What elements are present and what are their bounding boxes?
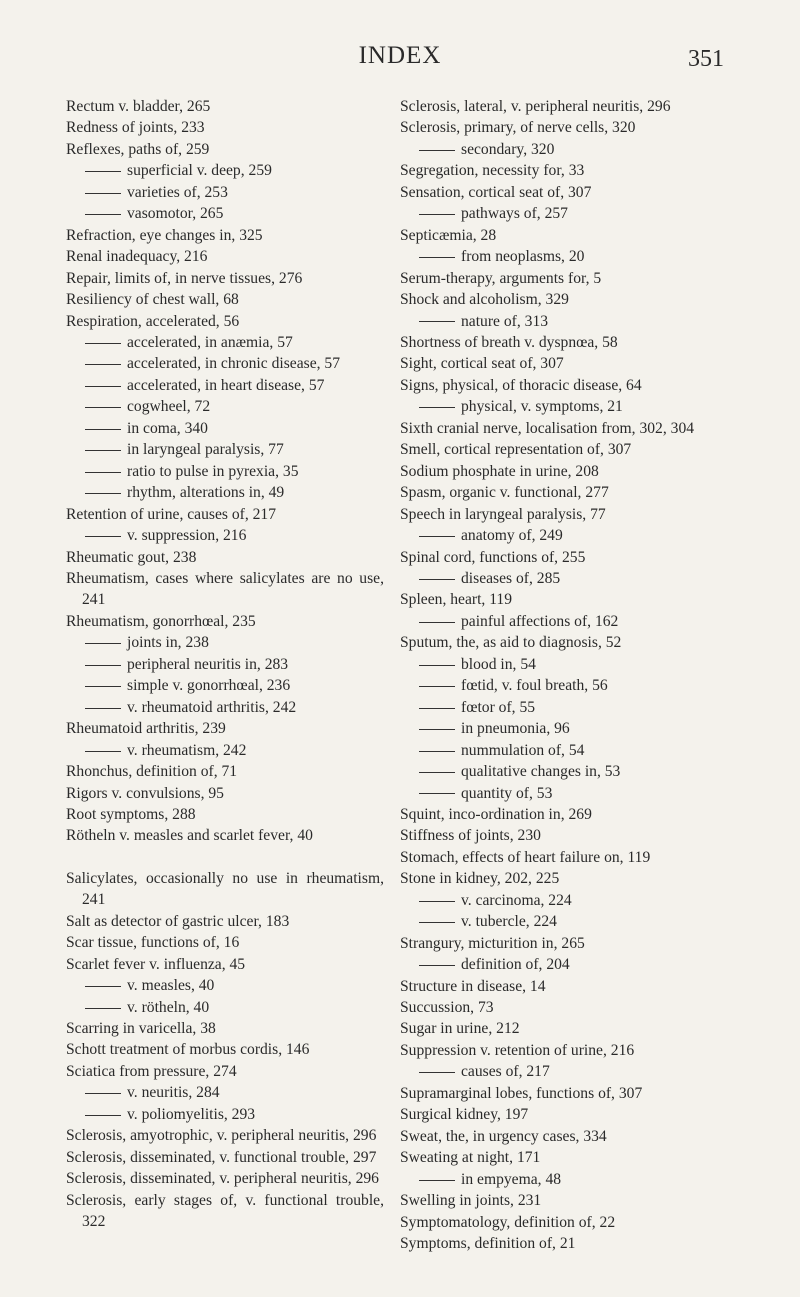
index-entry: Redness of joints, 233 bbox=[66, 119, 205, 137]
index-entry: Root symptoms, 288 bbox=[66, 805, 196, 823]
index-subentry bbox=[66, 160, 384, 181]
index-subentry bbox=[400, 740, 730, 761]
index-entry: Scarring in varicella, 38 bbox=[66, 1020, 216, 1038]
index-subentry-text: superficial v. deep, 259 bbox=[127, 162, 272, 180]
index-subentry bbox=[66, 203, 384, 224]
ditto-dash bbox=[419, 793, 455, 794]
index-entry: Salicylates, occasionally no use in rheumatism, 241 bbox=[66, 869, 384, 909]
index-entry: Rheumatic gout, 238 bbox=[66, 548, 197, 566]
index-subentry-text: rhythm, alterations in, 49 bbox=[127, 484, 285, 502]
ditto-dash bbox=[419, 729, 455, 730]
index-entry: Segregation, necessity for, 33 bbox=[400, 162, 585, 180]
ditto-dash bbox=[85, 665, 121, 666]
index-entry: Sweat, the, in urgency cases, 334 bbox=[400, 1127, 607, 1145]
index-subentry-text: v. rheumatoid arthritis, 242 bbox=[127, 698, 297, 716]
index-entry: Resiliency of chest wall, 68 bbox=[66, 291, 239, 309]
index-subentry-text: accelerated, in chronic disease, 57 bbox=[127, 355, 341, 373]
index-subentry bbox=[400, 654, 730, 675]
index-entry: Reflexes, paths of, 259 bbox=[66, 140, 210, 158]
index-entry: Strangury, micturition in, 265 bbox=[400, 934, 585, 952]
index-subentry bbox=[400, 139, 730, 160]
ditto-dash bbox=[419, 665, 455, 666]
index-subentry bbox=[66, 375, 384, 396]
index-subentry bbox=[66, 353, 384, 374]
index-entry: Sight, cortical seat of, 307 bbox=[400, 355, 564, 373]
index-subentry bbox=[66, 332, 384, 353]
index-entry: Spasm, organic v. functional, 277 bbox=[400, 484, 609, 502]
ditto-dash bbox=[85, 643, 121, 644]
index-subentry bbox=[400, 761, 730, 782]
index-subentry-text: v. tubercle, 224 bbox=[461, 913, 557, 931]
index-subentry bbox=[400, 675, 730, 696]
index-subentry bbox=[66, 697, 384, 718]
index-entry: Shock and alcoholism, 329 bbox=[400, 291, 569, 309]
index-column-left bbox=[66, 96, 384, 1233]
index-subentry-text: peripheral neuritis in, 283 bbox=[127, 655, 289, 673]
index-entry: Squint, inco-ordination in, 269 bbox=[400, 805, 592, 823]
section-gap bbox=[66, 847, 384, 868]
index-entry: Septicæmia, 28 bbox=[400, 226, 497, 244]
index-subentry-text: in empyema, 48 bbox=[461, 1170, 562, 1188]
ditto-dash bbox=[419, 536, 455, 537]
index-entry: Sugar in urine, 212 bbox=[400, 1020, 520, 1038]
ditto-dash bbox=[85, 1115, 121, 1116]
index-subentry bbox=[400, 311, 730, 332]
index-entry: Scarlet fever v. influenza, 45 bbox=[66, 955, 246, 973]
index-entry: Shortness of breath v. dyspnœa, 58 bbox=[400, 333, 618, 351]
index-subentry bbox=[66, 654, 384, 675]
index-entry: Spinal cord, functions of, 255 bbox=[400, 548, 586, 566]
index-subentry-text: nummulation of, 54 bbox=[461, 741, 585, 759]
index-subentry-text: v. poliomyelitis, 293 bbox=[127, 1105, 256, 1123]
ditto-dash bbox=[85, 472, 121, 473]
index-entry: Rhonchus, definition of, 71 bbox=[66, 763, 238, 781]
index-subentry bbox=[66, 740, 384, 761]
index-entry: Speech in laryngeal paralysis, 77 bbox=[400, 505, 606, 523]
index-entry: Stone in kidney, 202, 225 bbox=[400, 870, 560, 888]
index-subentry-text: varieties of, 253 bbox=[127, 183, 228, 201]
index-subentry-text: in coma, 340 bbox=[127, 419, 208, 437]
index-subentry bbox=[400, 718, 730, 739]
index-entry: Surgical kidney, 197 bbox=[400, 1106, 529, 1124]
ditto-dash bbox=[85, 193, 121, 194]
index-subentry-text: v. rötheln, 40 bbox=[127, 998, 210, 1016]
index-entry: Symptomatology, definition of, 22 bbox=[400, 1213, 616, 1231]
ditto-dash bbox=[85, 986, 121, 987]
index-entry: Sodium phosphate in urine, 208 bbox=[400, 462, 599, 480]
index-subentry-text: pathways of, 257 bbox=[461, 205, 568, 223]
ditto-dash bbox=[85, 364, 121, 365]
ditto-dash bbox=[85, 493, 121, 494]
index-entry: Sclerosis, disseminated, v. functional trouble, 297 bbox=[66, 1148, 377, 1166]
ditto-dash bbox=[419, 686, 455, 687]
ditto-dash bbox=[419, 579, 455, 580]
index-subentry bbox=[400, 1061, 730, 1082]
index-subentry-text: physical, v. symptoms, 21 bbox=[461, 398, 623, 416]
index-entry: Symptoms, definition of, 21 bbox=[400, 1235, 576, 1253]
ditto-dash bbox=[85, 686, 121, 687]
index-subentry-text: joints in, 238 bbox=[127, 634, 209, 652]
index-subentry-text: qualitative changes in, 53 bbox=[461, 763, 621, 781]
index-subentry-text: cogwheel, 72 bbox=[127, 398, 211, 416]
index-subentry-text: from neoplasms, 20 bbox=[461, 248, 585, 266]
ditto-dash bbox=[85, 751, 121, 752]
index-entry: Sclerosis, disseminated, v. peripheral neuritis, 296 bbox=[66, 1170, 379, 1188]
index-subentry-text: quantity of, 53 bbox=[461, 784, 553, 802]
index-entry: Stomach, effects of heart failure on, 119 bbox=[400, 848, 651, 866]
index-subentry bbox=[66, 632, 384, 653]
index-entry: Sensation, cortical seat of, 307 bbox=[400, 183, 592, 201]
index-subentry bbox=[400, 890, 730, 911]
index-entry: Succussion, 73 bbox=[400, 999, 494, 1017]
index-subentry bbox=[400, 246, 730, 267]
ditto-dash bbox=[419, 751, 455, 752]
index-subentry-text: ratio to pulse in pyrexia, 35 bbox=[127, 462, 299, 480]
index-entry: Retention of urine, causes of, 217 bbox=[66, 505, 277, 523]
index-entry: Rectum v. bladder, 265 bbox=[66, 98, 211, 115]
index-subentry bbox=[400, 783, 730, 804]
index-subentry-text: causes of, 217 bbox=[461, 1063, 550, 1081]
index-entry: Swelling in joints, 231 bbox=[400, 1192, 542, 1210]
index-subentry bbox=[400, 396, 730, 417]
index-entry: Repair, limits of, in nerve tissues, 276 bbox=[66, 269, 303, 287]
index-entry: Respiration, accelerated, 56 bbox=[66, 312, 240, 330]
index-subentry-text: v. carcinoma, 224 bbox=[461, 891, 572, 909]
ditto-dash bbox=[419, 708, 455, 709]
index-subentry bbox=[66, 975, 384, 996]
index-subentry bbox=[400, 525, 730, 546]
ditto-dash bbox=[85, 386, 121, 387]
index-subentry-text: v. neuritis, 284 bbox=[127, 1084, 220, 1102]
ditto-dash bbox=[419, 772, 455, 773]
ditto-dash bbox=[85, 343, 121, 344]
index-entry: Salt as detector of gastric ulcer, 183 bbox=[66, 912, 290, 930]
index-entry: Sclerosis, lateral, v. peripheral neuritis, 296 bbox=[400, 98, 671, 115]
index-entry: Sciatica from pressure, 274 bbox=[66, 1062, 237, 1080]
index-subentry-text: anatomy of, 249 bbox=[461, 527, 563, 545]
index-subentry bbox=[400, 911, 730, 932]
index-subentry-text: v. rheumatism, 242 bbox=[127, 741, 247, 759]
index-subentry-text: simple v. gonorrhœal, 236 bbox=[127, 677, 291, 695]
index-subentry-text: accelerated, in heart disease, 57 bbox=[127, 376, 325, 394]
index-entry: Rheumatoid arthritis, 239 bbox=[66, 720, 226, 738]
ditto-dash bbox=[85, 708, 121, 709]
page-title: INDEX bbox=[358, 42, 442, 69]
index-subentry bbox=[66, 997, 384, 1018]
ditto-dash bbox=[419, 1072, 455, 1073]
index-subentry bbox=[400, 611, 730, 632]
index-subentry bbox=[66, 675, 384, 696]
index-subentry bbox=[66, 418, 384, 439]
index-subentry-text: secondary, 320 bbox=[461, 140, 555, 158]
ditto-dash bbox=[419, 257, 455, 258]
ditto-dash bbox=[419, 965, 455, 966]
index-entry: Serum-therapy, arguments for, 5 bbox=[400, 269, 602, 287]
index-entry: Signs, physical, of thoracic disease, 64 bbox=[400, 376, 642, 394]
index-subentry-text: diseases of, 285 bbox=[461, 569, 561, 587]
ditto-dash bbox=[419, 321, 455, 322]
index-entry: Renal inadequacy, 216 bbox=[66, 248, 208, 266]
index-subentry bbox=[400, 697, 730, 718]
index-column-right bbox=[400, 96, 730, 1254]
index-subentry-text: vasomotor, 265 bbox=[127, 205, 224, 223]
index-entry: Sweating at night, 171 bbox=[400, 1149, 541, 1167]
index-subentry bbox=[66, 525, 384, 546]
ditto-dash bbox=[419, 150, 455, 151]
index-subentry-text: v. measles, 40 bbox=[127, 977, 215, 995]
index-entry: Sputum, the, as aid to diagnosis, 52 bbox=[400, 634, 622, 652]
index-subentry-text: in laryngeal paralysis, 77 bbox=[127, 441, 284, 459]
index-subentry bbox=[400, 954, 730, 975]
index-subentry bbox=[66, 461, 384, 482]
index-entry: Structure in disease, 14 bbox=[400, 977, 546, 995]
ditto-dash bbox=[419, 622, 455, 623]
index-entry: Sclerosis, amyotrophic, v. peripheral neuritis, 296 bbox=[66, 1127, 377, 1145]
ditto-dash bbox=[85, 1008, 121, 1009]
index-subentry-text: v. suppression, 216 bbox=[127, 527, 247, 545]
ditto-dash bbox=[85, 171, 121, 172]
ditto-dash bbox=[85, 407, 121, 408]
index-entry: Spleen, heart, 119 bbox=[400, 591, 513, 609]
index-entry: Rigors v. convulsions, 95 bbox=[66, 784, 224, 802]
ditto-dash bbox=[419, 214, 455, 215]
index-entry: Schott treatment of morbus cordis, 146 bbox=[66, 1041, 310, 1059]
ditto-dash bbox=[85, 429, 121, 430]
index-entry: Scar tissue, functions of, 16 bbox=[66, 934, 240, 952]
ditto-dash bbox=[419, 901, 455, 902]
index-subentry bbox=[400, 568, 730, 589]
index-entry: Rheumatism, gonorrhœal, 235 bbox=[66, 612, 256, 630]
index-subentry bbox=[400, 203, 730, 224]
index-subentry bbox=[66, 182, 384, 203]
index-entry: Suppression v. retention of urine, 216 bbox=[400, 1041, 635, 1059]
index-subentry bbox=[66, 1104, 384, 1125]
ditto-dash bbox=[85, 214, 121, 215]
index-subentry-text: painful affections of, 162 bbox=[461, 612, 619, 630]
index-subentry-text: fœtid, v. foul breath, 56 bbox=[461, 677, 608, 695]
index-entry: Supramarginal lobes, functions of, 307 bbox=[400, 1084, 643, 1102]
index-subentry bbox=[66, 482, 384, 503]
index-subentry-text: definition of, 204 bbox=[461, 956, 570, 974]
page-number: 351 bbox=[688, 46, 724, 72]
index-subentry bbox=[66, 1082, 384, 1103]
index-subentry-text: blood in, 54 bbox=[461, 655, 536, 673]
index-entry: Rheumatism, cases where salicylates are no use, 241 bbox=[66, 569, 384, 609]
index-entry: Smell, cortical representation of, 307 bbox=[400, 441, 632, 459]
ditto-dash bbox=[85, 536, 121, 537]
index-subentry-text: nature of, 313 bbox=[461, 312, 549, 330]
index-subentry-text: fœtor of, 55 bbox=[461, 698, 536, 716]
index-entry: Sixth cranial nerve, localisation from, 302, 304 bbox=[400, 419, 695, 437]
ditto-dash bbox=[85, 1093, 121, 1094]
index-subentry-text: accelerated, in anæmia, 57 bbox=[127, 333, 293, 351]
ditto-dash bbox=[419, 407, 455, 408]
ditto-dash bbox=[85, 450, 121, 451]
index-subentry bbox=[66, 439, 384, 460]
index-entry: Rötheln v. measles and scarlet fever, 40 bbox=[66, 827, 313, 845]
index-entry: Stiffness of joints, 230 bbox=[400, 827, 541, 845]
index-subentry-text: in pneumonia, 96 bbox=[461, 720, 570, 738]
index-subentry bbox=[66, 396, 384, 417]
index-entry: Sclerosis, primary, of nerve cells, 320 bbox=[400, 119, 636, 137]
index-entry: Refraction, eye changes in, 325 bbox=[66, 226, 263, 244]
index-subentry bbox=[400, 1169, 730, 1190]
page-header bbox=[0, 42, 800, 82]
index-entry: Sclerosis, early stages of, v. functional trouble, 322 bbox=[66, 1191, 384, 1231]
ditto-dash bbox=[419, 922, 455, 923]
ditto-dash bbox=[419, 1180, 455, 1181]
